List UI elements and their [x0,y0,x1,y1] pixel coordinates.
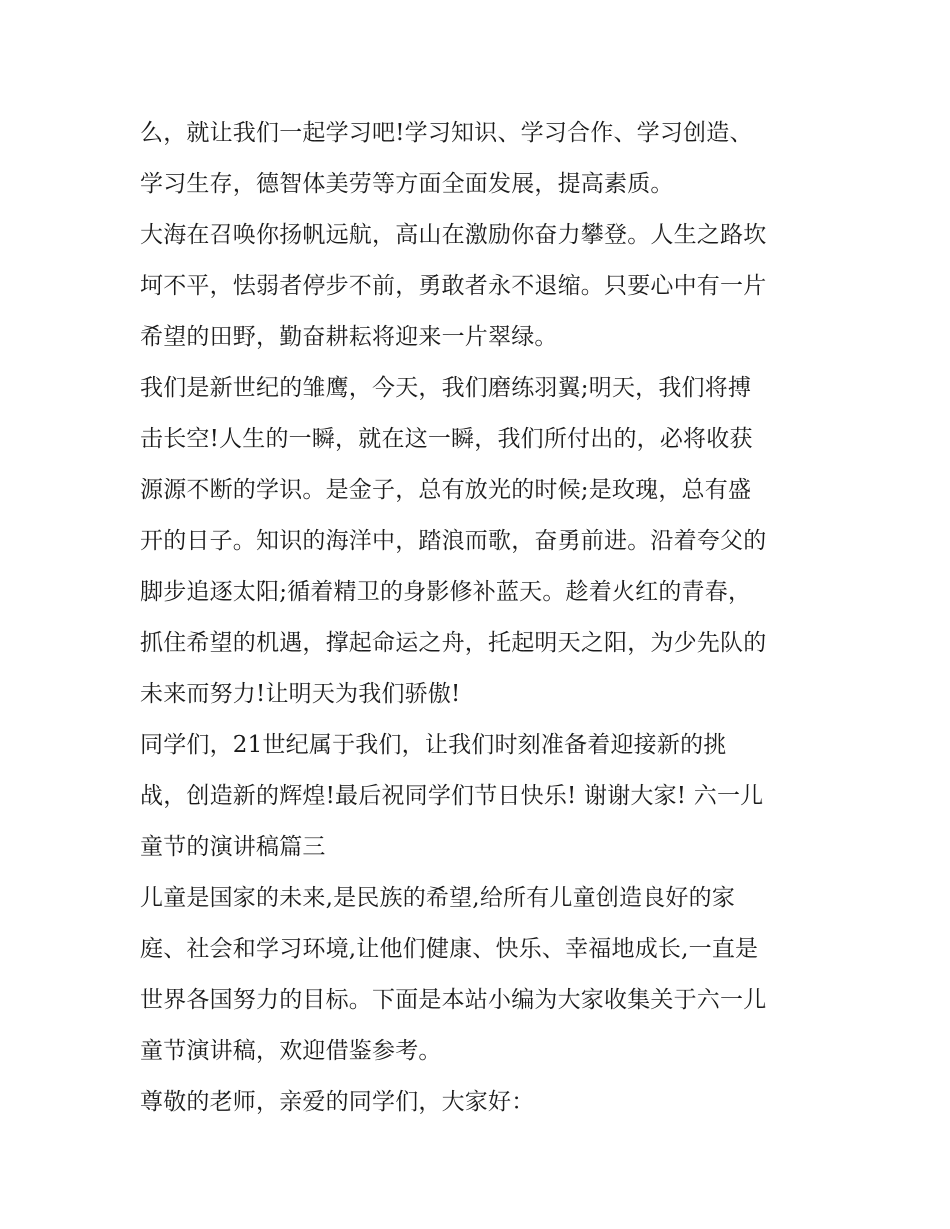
salutation-line: 尊敬的老师，亲爱的同学们，大家好： [140,1089,535,1115]
text-line: 同学们，21世纪属于我们，让我们时刻准备着迎接新的挑 [140,732,727,758]
text-line: 庭、社会和学习环境,让他们健康、快乐、幸福地成长,一直是 [140,936,759,962]
text-line: 么，就让我们一起学习吧!学习知识、学习合作、学习创造、 [140,120,753,146]
text-line: 开的日子。知识的海洋中，踏浪而歌，奋勇前进。沿着夸父的 [140,528,767,554]
text-line: 战，创造新的辉煌!最后祝同学们节日快乐! 谢谢大家! 六一儿 [140,783,764,809]
text-line: 未来而努力!让明天为我们骄傲! [140,681,461,707]
text-line: 儿童是国家的未来,是民族的希望,给所有儿童创造良好的家 [140,885,736,911]
text-line: 坷不平，怯弱者停步不前，勇敢者永不退缩。只要心中有一片 [140,273,767,299]
text-line: 脚步追逐太阳;循着精卫的身影修补蓝天。趁着火红的青春， [140,579,752,605]
text-line: 击长空!人生的一瞬，就在这一瞬，我们所付出的，必将收获 [140,426,753,452]
text-line: 童节演讲稿，欢迎借鉴参考。 [140,1038,442,1064]
text-line: 学习生存，德智体美劳等方面全面发展，提高素质。 [140,171,674,197]
body-text [140,108,820,1128]
text-line: 源源不断的学识。是金子，总有放光的时候;是玫瑰，总有盛 [140,477,752,503]
text-line: 我们是新世纪的雏鹰，今天，我们磨练羽翼;明天，我们将搏 [140,375,752,401]
text-line: 大海在召唤你扬帆远航，高山在激励你奋力攀登。人生之路坎 [140,222,767,248]
text-line: 世界各国努力的目标。下面是本站小编为大家收集关于六一儿 [140,987,767,1013]
text-line: 抓住希望的机遇，撑起命运之舟，托起明天之阳，为少先队的 [140,630,767,656]
section-title-line: 童节的演讲稿篇三 [140,834,326,860]
text-line: 希望的田野，勤奋耕耘将迎来一片翠绿。 [140,324,558,350]
